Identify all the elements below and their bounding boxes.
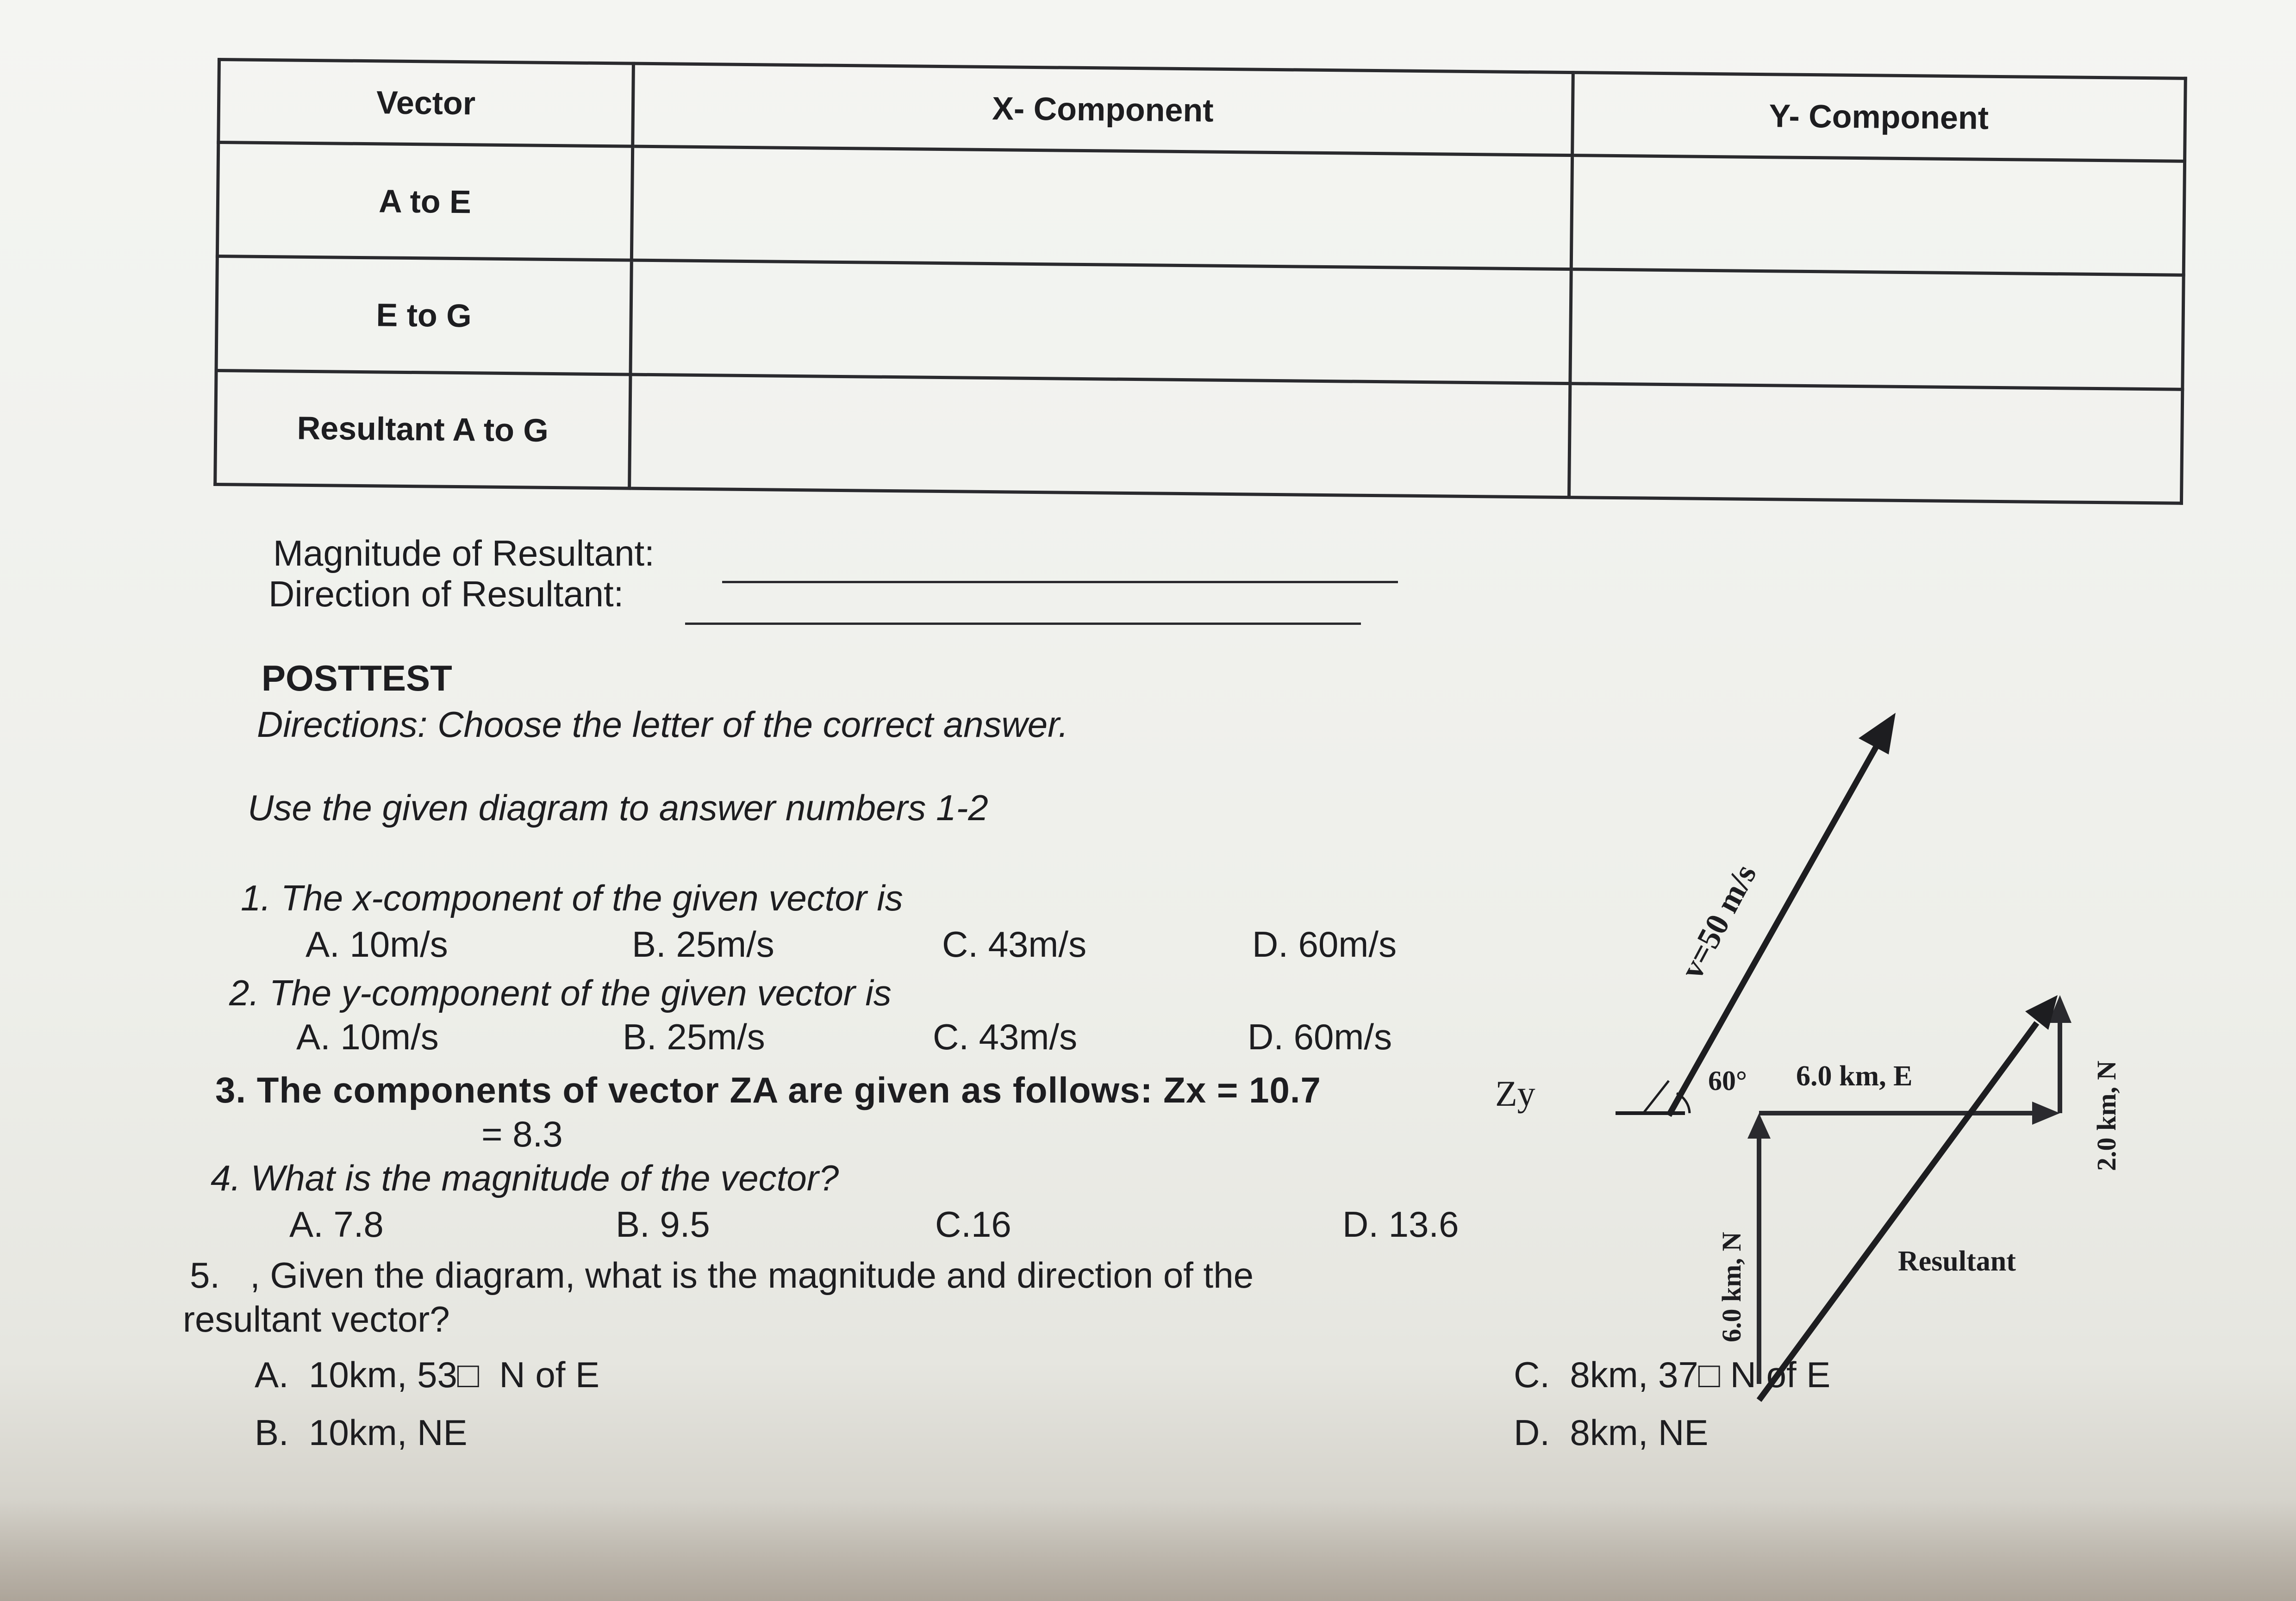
- q5-option-a[interactable]: A. 10km, 53□ N of E: [255, 1354, 600, 1395]
- cell-x-resultant: [630, 374, 1570, 498]
- question-1-stem: 1. The x-component of the given vector is: [241, 878, 903, 918]
- cell-y-resultant: [1569, 383, 2182, 503]
- q1-option-c[interactable]: C. 43m/s: [942, 924, 1087, 965]
- q3-zy: Zy: [1495, 1073, 1535, 1114]
- posttest-directions: Directions: Choose the letter of the correct answer.: [257, 704, 1068, 745]
- header-x-component: X- Component: [633, 63, 1573, 155]
- table-row: [217, 143, 2184, 275]
- table-row: [216, 256, 2184, 389]
- angle-marker: [1643, 1081, 1669, 1113]
- row-vector-e-to-g: E to G: [216, 256, 631, 374]
- north-right-label: 2.0 km, N: [2091, 1060, 2121, 1171]
- question-2-stem: 2. The y-component of the given vector is: [229, 972, 892, 1013]
- angle-label: 60°: [1708, 1065, 1747, 1096]
- q4-option-b[interactable]: B. 9.5: [616, 1204, 710, 1245]
- q2-option-d[interactable]: D. 60m/s: [1248, 1016, 1392, 1057]
- resultant-arrowhead: [2025, 995, 2058, 1030]
- diagram-instruction: Use the given diagram to answer numbers 1-2: [248, 787, 988, 828]
- header-vector: Vector: [218, 60, 634, 147]
- direction-label: Direction of Resultant:: [268, 573, 624, 614]
- north-6km-arrowhead: [1747, 1113, 1771, 1139]
- question-5-stem: 5. , Given the diagram, what is the magnitude and direction of the: [190, 1255, 1254, 1296]
- q1-option-b[interactable]: B. 25m/s: [632, 924, 774, 965]
- cell-x-e-to-g: [630, 260, 1571, 383]
- velocity-vector-diagram: [1616, 713, 1896, 1115]
- header-y-component: Y- Component: [1572, 73, 2185, 162]
- q1-option-d[interactable]: D. 60m/s: [1252, 924, 1397, 965]
- q5-option-b[interactable]: B. 10km, NE: [255, 1412, 468, 1453]
- magnitude-label: Magnitude of Resultant:: [273, 533, 655, 573]
- question-4-stem: 4. What is the magnitude of the vector?: [211, 1158, 839, 1198]
- vector-diagrams: [1574, 694, 2129, 1435]
- north-left-label: 6.0 km, N: [1716, 1232, 1747, 1342]
- q5-option-d[interactable]: D. 8km, NE: [1514, 1412, 1709, 1453]
- q2-option-a[interactable]: A. 10m/s: [296, 1016, 439, 1057]
- posttest-title: POSTTEST: [262, 658, 452, 698]
- q5-continuation: resultant vector?: [183, 1299, 450, 1339]
- velocity-arrowhead: [1859, 713, 1896, 754]
- q2-option-b[interactable]: B. 25m/s: [623, 1016, 765, 1057]
- row-vector-a-to-e: A to E: [217, 143, 632, 261]
- resultant-label: Resultant: [1898, 1246, 2016, 1277]
- table-row: [215, 370, 2183, 503]
- direction-blank: [685, 623, 1361, 625]
- q4-option-c[interactable]: C.16: [935, 1204, 1011, 1245]
- question-3-stem: 3. The components of vector ZA are given as follows: Zx = 10.7: [215, 1070, 1321, 1110]
- q1-option-a[interactable]: A. 10m/s: [306, 924, 448, 965]
- magnitude-blank: [722, 581, 1398, 583]
- q3-continuation: = 8.3: [481, 1114, 563, 1154]
- page-bottom-shadow: [0, 1500, 2296, 1601]
- cell-y-e-to-g: [1570, 269, 2184, 389]
- east-label: 6.0 km, E: [1796, 1060, 1913, 1092]
- row-vector-resultant: Resultant A to G: [215, 370, 630, 488]
- east-6km-arrowhead: [2032, 1102, 2060, 1125]
- q2-option-c[interactable]: C. 43m/s: [933, 1016, 1078, 1057]
- velocity-label: v=50 m/s: [1674, 859, 1764, 985]
- q4-option-d[interactable]: D. 13.6: [1342, 1204, 1459, 1245]
- resultant-diagram: [1716, 995, 2121, 1400]
- q5-option-c[interactable]: C. 8km, 37□ N of E: [1514, 1354, 1831, 1395]
- vector-components-table: [213, 58, 2187, 505]
- q4-option-a[interactable]: A. 7.8: [289, 1204, 384, 1245]
- cell-y-a-to-e: [1571, 156, 2184, 275]
- cell-x-a-to-e: [631, 146, 1572, 269]
